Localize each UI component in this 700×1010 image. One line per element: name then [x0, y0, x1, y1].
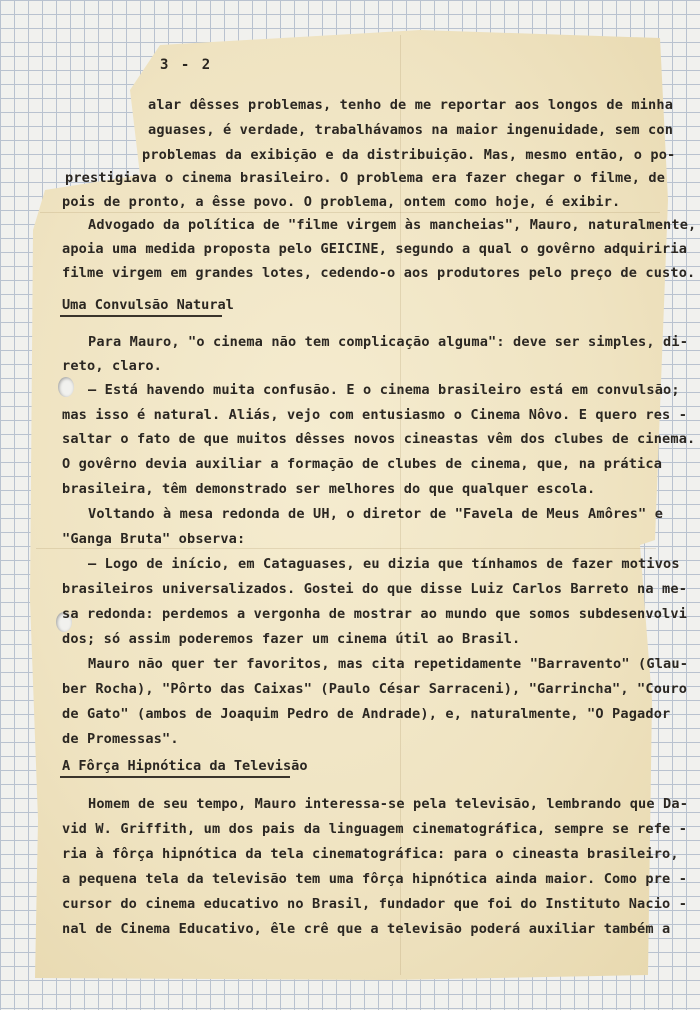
- text-line: de Gato" (ambos de Joaquim Pedro de Andrade), e, naturalmente, "O Pagador: [62, 706, 671, 722]
- paper-crease: [40, 212, 660, 213]
- text-line: nal de Cinema Educativo, êle crê que a televisão poderá auxiliar também a: [62, 921, 671, 937]
- text-line: cursor do cinema educativo no Brasil, fundador que foi do Instituto Nacio -: [62, 896, 688, 912]
- text-line: brasileira, têm demonstrado ser melhores do que qualquer escola.: [62, 481, 596, 497]
- punch-hole: [58, 377, 74, 397]
- text-line: Para Mauro, "o cinema não tem complicação alguma": deve ser simples, di-: [88, 334, 689, 350]
- text-line: prestigiava o cinema brasileiro. O problema era fazer chegar o filme, de: [65, 170, 666, 186]
- text-line: O govêrno devia auxiliar a formação de clubes de cinema, que, na prática: [62, 456, 663, 472]
- text-line: Advogado da política de "filme virgem às mancheias", Mauro, naturalmente,: [88, 217, 697, 233]
- text-line: de Promessas".: [62, 731, 179, 747]
- text-line: saltar o fato de que muitos dêsses novos cineastas vêm dos clubes de cinema.: [62, 431, 696, 447]
- text-line: reto, claro.: [62, 358, 163, 374]
- heading-underline: [60, 776, 290, 778]
- paper-crease: [36, 548, 656, 549]
- text-line: filme virgem em grandes lotes, cedendo-o aos produtores pelo preço de custo.: [62, 265, 696, 281]
- text-line: Voltando à mesa redonda de UH, o diretor de "Favela de Meus Amôres" e: [88, 506, 664, 522]
- text-line: a pequena tela da televisão tem uma fôrça hipnótica ainda maior. Como pre -: [62, 871, 688, 887]
- section-heading: A Fôrça Hipnótica da Televisão: [62, 758, 308, 774]
- text-line: dos; só assim poderemos fazer um cinema útil ao Brasil.: [62, 631, 521, 647]
- page-number: 3 - 2: [160, 57, 213, 73]
- text-line: apoia uma medida proposta pelo GEICINE, segundo a qual o govêrno adquiriria: [62, 241, 688, 257]
- text-line: Mauro não quer ter favoritos, mas cita repetidamente "Barravento" (Glau-: [88, 656, 689, 672]
- text-line: ber Rocha), "Pôrto das Caixas" (Paulo César Sarraceni), "Garrincha", "Couro: [62, 681, 688, 697]
- text-line: mas isso é natural. Aliás, vejo com entusiasmo o Cinema Nôvo. E quero res -: [62, 407, 688, 423]
- text-line: sa redonda: perdemos a vergonha de mostrar ao mundo que somos subdesenvolvi: [62, 606, 688, 622]
- text-line: problemas da exibição e da distribuição. Mas, mesmo então, o po-: [142, 147, 676, 163]
- text-line: aguases, é verdade, trabalhávamos na maior ingenuidade, sem con: [148, 122, 674, 138]
- text-line: ria à fôrça hipnótica da tela cinematográfica: para o cineasta brasileiro,: [62, 846, 679, 862]
- text-line: "Ganga Bruta" observa:: [62, 531, 246, 547]
- text-line: — Está havendo muita confusão. E o cinema brasileiro está em convulsão;: [88, 382, 680, 398]
- section-heading: Uma Convulsão Natural: [62, 297, 234, 313]
- text-line: pois de pronto, a êsse povo. O problema, ontem como hoje, é exibir.: [62, 194, 621, 210]
- text-line: alar dêsses problemas, tenho de me reportar aos longos de minha: [148, 97, 674, 113]
- text-line: brasileiros universalizados. Gostei do que disse Luiz Carlos Barreto na me-: [62, 581, 688, 597]
- heading-underline: [60, 315, 222, 317]
- text-line: vid W. Griffith, um dos pais da linguagem cinematográfica, sempre se refe -: [62, 821, 688, 837]
- text-line: — Logo de início, em Cataguases, eu dizia que tínhamos de fazer motivos: [88, 556, 680, 572]
- text-line: Homem de seu tempo, Mauro interessa-se pela televisão, lembrando que Da-: [88, 796, 689, 812]
